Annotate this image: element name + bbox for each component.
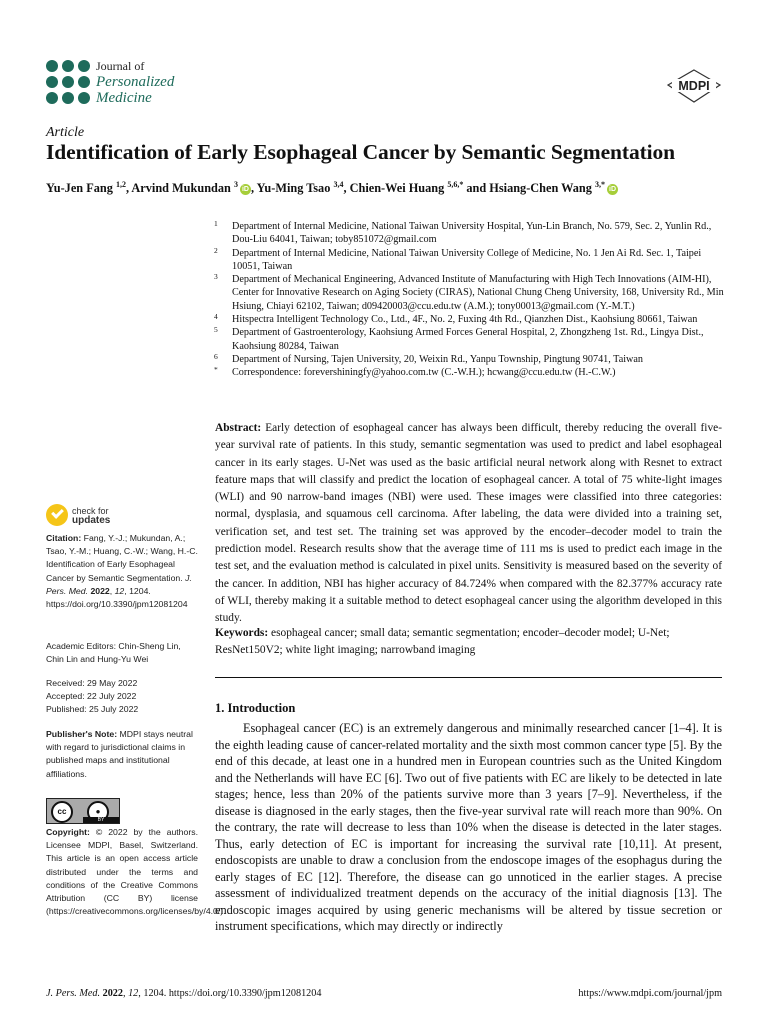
keywords-label: Keywords: xyxy=(215,627,269,639)
page-title: Identification of Early Esophageal Cancer by Semantic Segmentation xyxy=(46,140,676,164)
academic-editors: Academic Editors: Chin-Sheng Lin, Chin Lin and Hung-Yu Wei xyxy=(46,641,181,665)
copyright-text: © 2022 by the authors. Licensee MDPI, Basel, Switzerland. This article is an open access article distributed under the terms and conditions of the Creative Commons Attribution (CC BY) license (https://creativecommons.org/licenses/by/4.0/). xyxy=(46,827,226,917)
citation-doi-link[interactable]: , 1204. https://doi.org/10.3390/jpm12081204 xyxy=(46,585,188,610)
affiliation-item xyxy=(214,247,724,274)
journal-line2: Personalized xyxy=(96,74,175,90)
affiliations xyxy=(214,220,724,380)
author-name[interactable]: Yu-Ming Tsao xyxy=(256,181,331,196)
check-label: check for xyxy=(72,506,109,516)
abstract-text: Early detection of esophageal cancer has always been difficult, thereby reducing the overall five-year survival rate of patients. In this study, semantic segmentation was used to predict and label esophageal cancer in its early stages. U-Net was used as the basic artificial neural network along with Resnet to extract feature maps that will classify and predict the location of esophageal cancer. A total of 75 white-light images (WLI) and 90 narrow-band images (NBI) were used. These images were classified into three categories: normal, dysplasia, and squamous cell carcinoma. After labeling, the data were divided into a training set, verification set, and test set. The training set was approved by the encoder–decoder model to train the prediction model. Research results show that the average time of 111 ms is used to predict each image in the test set, and the evaluation method is calculated in pixel units. Sensitivity is measured based on the severity of the cancer. In addition, NBI has higher accuracy of 84.724% when compared with the 82.377% accuracy rate of WLI, thereby making it a suitable method to detect esophageal cancer using the algorithm developed in this study. xyxy=(215,422,722,625)
citation-label: Citation: xyxy=(46,533,82,543)
keywords-text: esophageal cancer; small data; semantic segmentation; encoder–decoder model; U-Net; ResNet150V2; white light imaging; narrowband imaging xyxy=(215,627,670,657)
affiliation-text: Department of Gastroenterology, Kaohsiung Armed Forces General Hospital, 2, Zhongzheng 1st. Rd., Lingya Dist., Kaohsiung 80284, Taiwan xyxy=(232,327,704,352)
published-date: Published: 25 July 2022 xyxy=(46,704,139,715)
footer-citation: J. Pers. Med. 2022, 12, 1204. https://doi.org/10.3390/jpm12081204 xyxy=(46,988,322,999)
orcid-icon[interactable]: iD xyxy=(241,186,249,194)
affiliation-item xyxy=(214,220,724,247)
accepted-date: Accepted: 22 July 2022 xyxy=(46,691,137,702)
author-name[interactable]: Yu-Jen Fang xyxy=(46,181,113,196)
citation-journal: J. Pers. Med. xyxy=(46,572,192,596)
journal-line1: Journal of xyxy=(96,59,145,73)
affiliation-item xyxy=(214,353,724,366)
footer-volume: 12 xyxy=(128,988,139,999)
affiliation-text: Department of Internal Medicine, National Taiwan University Hospital, Yun-Lin Branch, No. 579, Sec. 2, Yunlin Rd., Dou-Liu 64041, Taiwan; toby851072@gmail.com xyxy=(232,221,712,246)
cc-icon: cc xyxy=(51,801,73,823)
publisher-note-label: Publisher's Note: xyxy=(46,729,118,739)
article-type: Article xyxy=(46,125,85,140)
footer-journal-url[interactable]: https://www.mdpi.com/journal/jpm xyxy=(578,988,722,999)
affiliation-number: 4 xyxy=(214,312,218,322)
affiliation-number: 2 xyxy=(214,245,218,255)
section-divider xyxy=(215,677,722,678)
dates-block xyxy=(46,677,198,717)
author-affil-sup: 3 xyxy=(233,180,238,189)
check-for-updates-button[interactable] xyxy=(46,504,166,530)
section-heading: 1. Introduction xyxy=(215,701,296,715)
affiliation-text: Hitspectra Intelligent Technology Co., Ltd., 4F., No. 2, Fuxing 4th Rd., Qianzhen Dist., Kaohsiung 80661, Taiwan xyxy=(232,314,698,326)
affiliation-text: Department of Mechanical Engineering, Advanced Institute of Manufacturing with High Tech Innovations (AIM-HI), Center for Innovative Research on Aging Society (CIRAS), National Chung Cheng University, 168, University Rd., Min Hsiung, Chiayi 62102, Taiwan; d09420003@ccu.edu.tw (A.M.); tony00013@gmail.com (Y.-M.T.) xyxy=(232,274,724,312)
journal-line3: Medicine xyxy=(96,90,152,106)
checkmark-icon xyxy=(46,504,68,526)
received-date: Received: 29 May 2022 xyxy=(46,678,138,688)
mdpi-logo-icon xyxy=(666,69,722,103)
journal-logo-icon xyxy=(46,60,90,104)
footer-journal: J. Pers. Med. xyxy=(46,988,101,999)
affiliation-number: 1 xyxy=(214,219,218,228)
affiliation-text: Department of Internal Medicine, National Taiwan University College of Medicine, No. 1 Jen Ai Rd. Sec. 1, Taipei 10051, Taiwan xyxy=(232,247,702,272)
author-affil-sup: 5,6,* xyxy=(447,180,464,189)
cc-by-license-icon[interactable] xyxy=(46,798,120,824)
publisher-note xyxy=(46,728,198,781)
citation-year: 2022 xyxy=(90,585,110,596)
copyright-label: Copyright: xyxy=(46,827,90,837)
author-affil-sup: 3,* xyxy=(595,180,605,189)
affiliation-item xyxy=(214,366,724,379)
introduction-text: Esophageal cancer (EC) is an extremely dangerous and minimally researched cancer [1–4]. It is the eighth leading cause of cancer-related mortality and the sixth most common cancer type [5]. By the end of this decade, at least one in a hundred men in European countries such as the United Kingdom and the Netherlands will have EC [6]. Two out of five patients with EC are likely to be detected in late stages; hence, less than 20% of the patients survive more than 3 years [7–9]. Nevertheless, if the disease is diagnosed in the early stages, then the five-year survival rate will reach more than 90%. On the contrary, the rate will decrease to less than 10% when the disease is detected in the later stages. Thus, early detection of EC is important for increasing the survival rate [10,11]. At present, endoscopists are unable to draw a conclusion from the endoscope images of the esophagus during the early stages of EC [12]. Therefore, the disease can go unnoticed in the earlier stages. A precise assessment of individualized treatment depends on the accuracy of the initial diagnosis [13]. The endoscopic images acquired by using generic mechanisms will be altered by tissue secretion or instrument specifications, which may directly or indirectly xyxy=(215,721,722,933)
affiliation-text: Department of Nursing, Tajen University, 20, Weixin Rd., Yanpu Township, Pingtung 90741, Taiwan xyxy=(232,353,644,365)
author-affil-sup: 3,4 xyxy=(333,180,344,189)
by-label: BY xyxy=(83,817,119,823)
author-affil-sup: 1,2 xyxy=(115,180,126,189)
updates-label: updates xyxy=(72,515,111,526)
affiliation-number: 3 xyxy=(214,272,218,282)
author-name[interactable]: Hsiang-Chen Wang xyxy=(489,181,592,196)
orcid-icon[interactable]: iD xyxy=(609,186,616,194)
author-name[interactable]: Chien-Wei Huang xyxy=(349,181,445,196)
author-list: Yu-Jen Fang $^{1,2}$, Arvind Mukundan $^3$iD , Yu-Ming Tsao $^{3,4}$, Chien-Wei Huang $^{5,6,*}$ and Hsiang-Chen Wang $^{3,*}$iD xyxy=(46,180,616,196)
affiliation-item xyxy=(214,313,724,326)
affiliation-number: 5 xyxy=(214,325,218,335)
publisher-name: MDPI xyxy=(678,79,710,93)
affiliation-number: 6 xyxy=(214,351,218,361)
keywords xyxy=(215,625,722,660)
citation-block: Citation: Fang, Y.-J.; Mukundan, A.; Tsao, Y.-M.; Huang, C.-W.; Wang, H.-C. Identification of Early Esophageal Cancer by Semantic Segmentation. J. Pers. Med. 2022, 12, 1204. https://doi.org/10.3390/jpm12081204 xyxy=(46,533,198,610)
copyright-block xyxy=(46,826,226,918)
journal-name xyxy=(96,58,174,106)
affiliation-number: * xyxy=(214,365,218,375)
affiliation-text: Correspondence: forevershiningfy@yahoo.com.tw (C.-W.H.); hcwang@ccu.edu.tw (H.-C.W.) xyxy=(232,367,616,379)
footer-doi-link[interactable]: , 1204. https://doi.org/10.3390/jpm12081204 xyxy=(138,988,322,999)
abstract xyxy=(215,420,722,628)
citation-volume: 12 xyxy=(114,585,125,596)
person-icon: ● xyxy=(87,801,109,823)
citation-text: Fang, Y.-J.; Mukundan, A.; Tsao, Y.-M.; Huang, C.-W.; Wang, H.-C. Identification of Early Esophageal Cancer by Semantic Segmentation. xyxy=(46,533,198,583)
publisher-note-text: MDPI stays neutral with regard to jurisdictional claims in published maps and institutional affiliations. xyxy=(46,729,193,779)
author-name[interactable]: Arvind Mukundan xyxy=(131,181,231,196)
footer-year: 2022 xyxy=(102,988,123,999)
affiliation-item xyxy=(214,326,724,353)
abstract-label: Abstract: xyxy=(215,422,262,434)
author-conjunction: and xyxy=(466,181,487,196)
affiliation-item xyxy=(214,273,724,313)
